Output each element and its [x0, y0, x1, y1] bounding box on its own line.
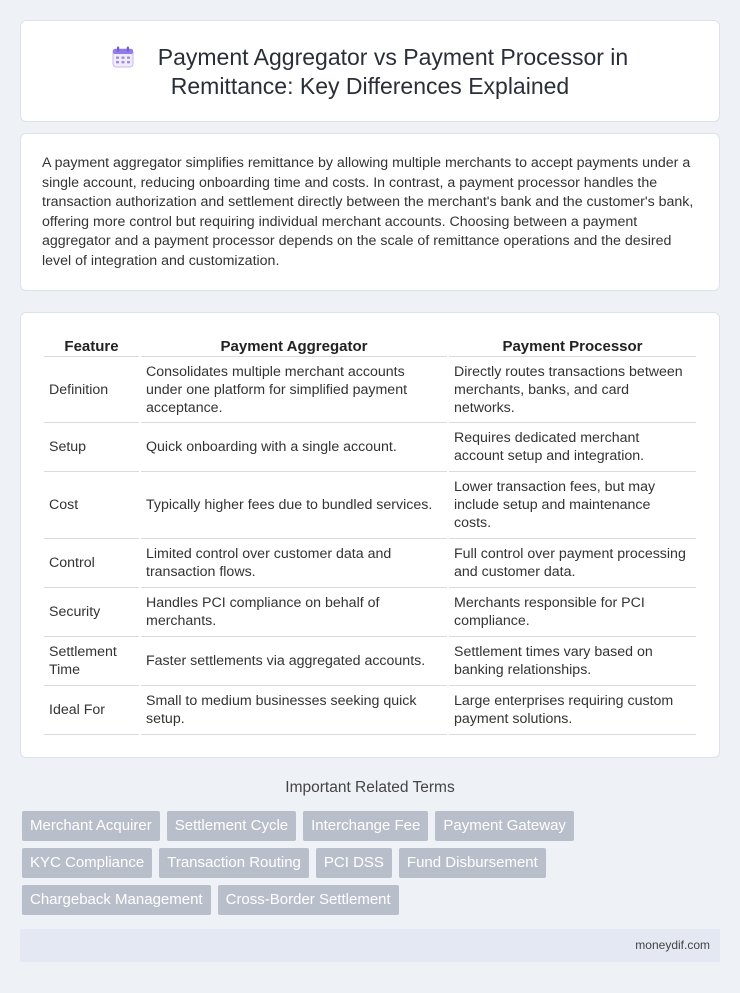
feature-cell: Security [44, 588, 139, 637]
aggregator-cell: Consolidates multiple merchant accounts under one platform for simplified payment acceptance. [141, 357, 447, 423]
title-card [20, 20, 720, 122]
header-processor: Payment Processor [449, 335, 696, 357]
processor-cell: Directly routes transactions between merchants, banks, and card networks. [449, 357, 696, 423]
comparison-table [42, 335, 698, 735]
footer [20, 929, 720, 962]
header-feature: Feature [44, 335, 139, 357]
aggregator-cell: Limited control over customer data and transaction flows. [141, 539, 447, 588]
related-term-tag[interactable]: KYC Compliance [22, 848, 152, 878]
related-term-tag[interactable]: Payment Gateway [435, 811, 574, 841]
related-term-tag[interactable]: Interchange Fee [303, 811, 428, 841]
intro-paragraph: A payment aggregator simplifies remittance by allowing multiple merchants to accept payments under a single account, reducing onboarding time and costs. In contrast, a payment processor handles the transaction authorization and settlement directly between the merchant's bank and the customer's bank, offering more control but requiring individual merchant accounts. Choosing between a payment aggregator and a payment processor depends on the scale of remittance operations and the desired level of integration and customization. [42, 155, 694, 269]
aggregator-cell: Faster settlements via aggregated accounts. [141, 637, 447, 686]
processor-cell: Lower transaction fees, but may include setup and maintenance costs. [449, 472, 696, 539]
table-row [44, 686, 696, 735]
site-name[interactable]: moneydif.com [635, 938, 710, 952]
related-term-tag[interactable]: Settlement Cycle [167, 811, 296, 841]
table-row [44, 472, 696, 539]
related-term-tag[interactable]: Merchant Acquirer [22, 811, 160, 841]
table-row [44, 539, 696, 588]
intro-card [20, 133, 720, 291]
processor-cell: Merchants responsible for PCI compliance. [449, 588, 696, 637]
related-term-tag[interactable]: Chargeback Management [22, 885, 211, 915]
related-term-tag[interactable]: PCI DSS [316, 848, 392, 878]
processor-cell: Requires dedicated merchant account setup and integration. [449, 423, 696, 472]
feature-cell: Settlement Time [44, 637, 139, 686]
aggregator-cell: Quick onboarding with a single account. [141, 423, 447, 472]
feature-cell: Definition [44, 357, 139, 423]
table-row [44, 423, 696, 472]
related-term-tag[interactable]: Cross-Border Settlement [218, 885, 399, 915]
page-title [21, 43, 719, 101]
table-row [44, 357, 696, 423]
feature-cell: Setup [44, 423, 139, 472]
aggregator-cell: Small to medium businesses seeking quick setup. [141, 686, 447, 735]
comparison-card [20, 312, 720, 758]
table-row [44, 588, 696, 637]
title-line-1: Payment Aggregator vs Payment Processor in [157, 44, 629, 70]
feature-cell: Control [44, 539, 139, 588]
calendar-icon [112, 46, 134, 68]
header-aggregator: Payment Aggregator [141, 335, 447, 357]
processor-cell: Settlement times vary based on banking relationships. [449, 637, 696, 686]
related-terms-title: Important Related Terms [285, 779, 455, 796]
table-header-row [44, 335, 696, 357]
processor-cell: Full control over payment processing and customer data. [449, 539, 696, 588]
related-term-tag[interactable]: Fund Disbursement [399, 848, 546, 878]
table-row [44, 637, 696, 686]
title-line-2: Remittance: Key Differences Explained [170, 73, 570, 99]
related-term-tag[interactable]: Transaction Routing [159, 848, 309, 878]
related-terms-list [22, 811, 622, 915]
processor-cell: Large enterprises requiring custom payment solutions. [449, 686, 696, 735]
aggregator-cell: Typically higher fees due to bundled services. [141, 472, 447, 539]
feature-cell: Cost [44, 472, 139, 539]
aggregator-cell: Handles PCI compliance on behalf of merchants. [141, 588, 447, 637]
feature-cell: Ideal For [44, 686, 139, 735]
